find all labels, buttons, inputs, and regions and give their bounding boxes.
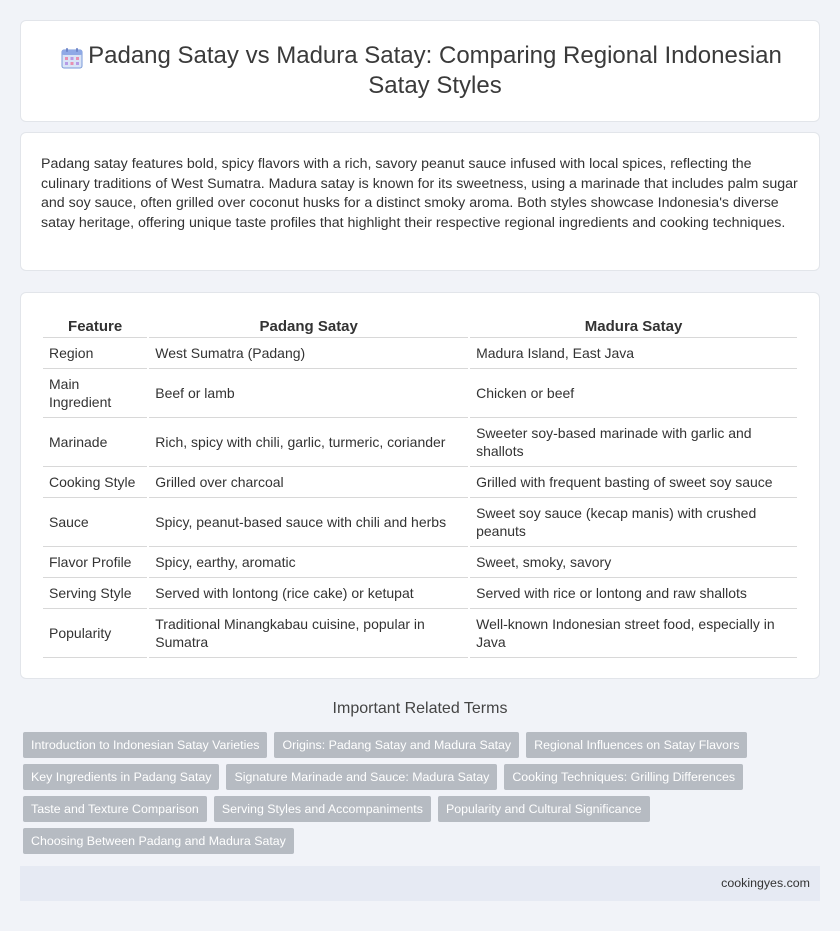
madura-cell: Sweet soy sauce (kecap manis) with crushed peanuts [470,498,797,547]
related-term-tag[interactable]: Choosing Between Padang and Madura Satay [23,828,294,854]
madura-cell: Grilled with frequent basting of sweet soy sauce [470,467,797,498]
intro-card [20,132,820,271]
padang-cell: Traditional Minangkabau cuisine, popular in Sumatra [149,609,468,658]
related-terms-heading: Important Related Terms [332,700,508,717]
madura-cell: Chicken or beef [470,369,797,418]
table-row [43,578,797,609]
table-row [43,418,797,467]
header-madura: Madura Satay [470,315,797,338]
related-term-tag[interactable]: Key Ingredients in Padang Satay [23,764,219,790]
header-feature: Feature [43,315,147,338]
feature-cell: Popularity [43,609,147,658]
feature-cell: Region [43,338,147,369]
table-row [43,547,797,578]
related-term-tag[interactable]: Taste and Texture Comparison [23,796,207,822]
related-term-tag[interactable]: Introduction to Indonesian Satay Varieties [23,732,267,758]
padang-cell: Grilled over charcoal [149,467,468,498]
feature-cell: Main Ingredient [43,369,147,418]
header-padang: Padang Satay [149,315,468,338]
madura-cell: Served with rice or lontong and raw shallots [470,578,797,609]
padang-cell: West Sumatra (Padang) [149,338,468,369]
footer-site-link[interactable]: cookingyes.com [721,876,810,890]
madura-cell: Sweet, smoky, savory [470,547,797,578]
feature-cell: Marinade [43,418,147,467]
related-terms-list [23,732,823,860]
intro-paragraph: Padang satay features bold, spicy flavors with a rich, savory peanut sauce infused with local spices, reflecting the culinary traditions of West Sumatra. Madura satay is known for its sweetness, using a marinade that includes palm sugar and soy sauce, often grilled over coconut husks for a distinct smoky aroma. Both styles showcase Indonesia's diverse satay heritage, offering unique taste profiles that highlight their respective regional ingredients and cooking techniques. [41,156,798,231]
related-term-tag[interactable]: Origins: Padang Satay and Madura Satay [274,732,519,758]
table-row [43,498,797,547]
related-term-tag[interactable]: Popularity and Cultural Significance [438,796,650,822]
table-row [43,369,797,418]
page-title: Padang Satay vs Madura Satay: Comparing Regional Indonesian Satay Styles [88,42,782,99]
padang-cell: Served with lontong (rice cake) or ketupat [149,578,468,609]
related-term-tag[interactable]: Regional Influences on Satay Flavors [526,732,747,758]
padang-cell: Rich, spicy with chili, garlic, turmeric, coriander [149,418,468,467]
feature-cell: Serving Style [43,578,147,609]
footer [20,866,820,901]
comparison-table-card [20,292,820,679]
table-header-row [43,315,797,338]
padang-cell: Spicy, peanut-based sauce with chili and herbs [149,498,468,547]
comparison-table [41,315,799,658]
madura-cell: Madura Island, East Java [470,338,797,369]
related-term-tag[interactable]: Signature Marinade and Sauce: Madura Satay [226,764,497,790]
madura-cell: Well-known Indonesian street food, especially in Java [470,609,797,658]
feature-cell: Flavor Profile [43,547,147,578]
madura-cell: Sweeter soy-based marinade with garlic and shallots [470,418,797,467]
padang-cell: Beef or lamb [149,369,468,418]
table-row [43,338,797,369]
padang-cell: Spicy, earthy, aromatic [149,547,468,578]
table-row [43,467,797,498]
feature-cell: Sauce [43,498,147,547]
related-term-tag[interactable]: Cooking Techniques: Grilling Differences [504,764,743,790]
feature-cell: Cooking Style [43,467,147,498]
table-row [43,609,797,658]
related-term-tag[interactable]: Serving Styles and Accompaniments [214,796,431,822]
title-card [20,20,820,122]
